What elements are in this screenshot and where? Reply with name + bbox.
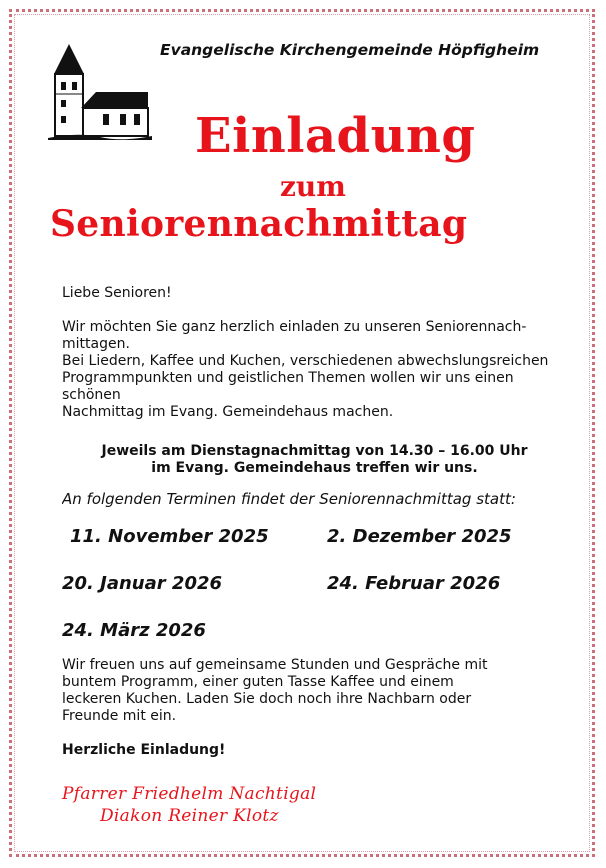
closing-line: buntem Programm, einer guten Tasse Kaffee und einem [62, 674, 454, 690]
invitation-text [62, 285, 567, 421]
salutation: Liebe Senioren! [62, 285, 172, 301]
closing-line: leckeren Kuchen. Laden Sie doch noch ihre Nachbarn oder [62, 691, 472, 707]
date-item: 24. Februar 2026 [327, 573, 501, 594]
date-item: 11. November 2025 [70, 526, 269, 547]
subtitle-event: Seniorennachmittag [50, 203, 468, 245]
date-item: 20. Januar 2026 [62, 573, 223, 594]
date-item: 2. Dezember 2025 [327, 526, 512, 547]
paragraph-line: schönen [62, 387, 121, 403]
closing-text [62, 657, 567, 725]
signature-pastor: Pfarrer Friedhelm Nachtigal [62, 784, 317, 804]
paragraph-line: Bei Liedern, Kaffee und Kuchen, verschiedenen abwechslungsreichen [62, 353, 549, 369]
church-illustration [48, 44, 152, 140]
paragraph-line: Wir möchten Sie ganz herzlich einladen zu unseren Seniorennach- [62, 319, 527, 335]
subtitle-zum: zum [280, 170, 346, 203]
signature-deacon: Diakon Reiner Klotz [100, 806, 279, 826]
paragraph-line: Nachmittag im Evang. Gemeindehaus machen. [62, 404, 394, 420]
schedule-line: im Evang. Gemeindehaus treffen wir uns. [151, 460, 478, 476]
paragraph-line: mittagen. [62, 336, 130, 352]
page-title: Einladung [195, 108, 476, 164]
closing-line: Freunde mit ein. [62, 708, 177, 724]
parish-name: Evangelische Kirchengemeinde Höpfigheim [160, 41, 540, 59]
date-item: 24. März 2026 [62, 620, 206, 641]
schedule-info [62, 443, 567, 477]
dates-intro: An folgenden Terminen findet der Seniorennachmittag statt: [62, 490, 516, 508]
paragraph-line: Programmpunkten und geistlichen Themen wollen wir uns einen [62, 370, 514, 386]
closing-line: Wir freuen uns auf gemeinsame Stunden und Gespräche mit [62, 657, 488, 673]
greeting: Herzliche Einladung! [62, 742, 226, 758]
schedule-line: Jeweils am Dienstagnachmittag von 14.30 – 16.00 Uhr [101, 443, 528, 459]
